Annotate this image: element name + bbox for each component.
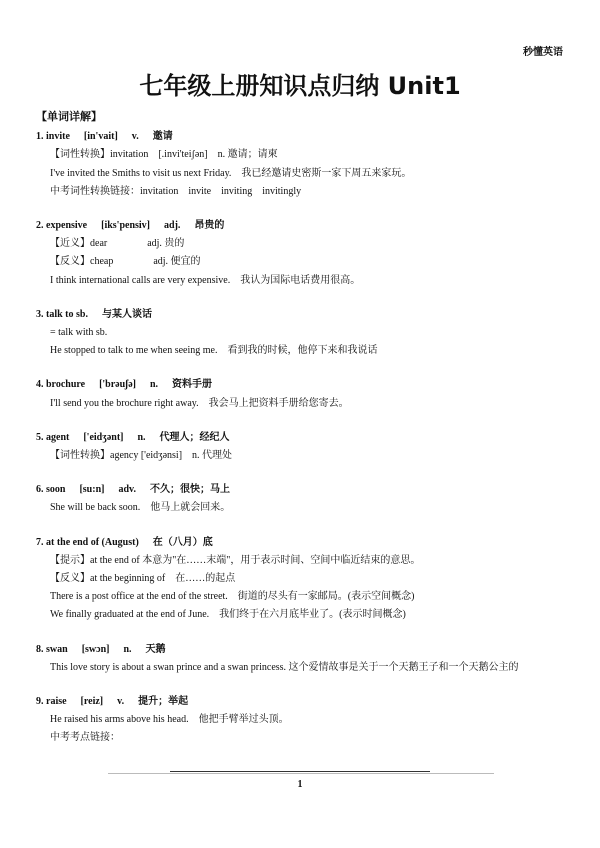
entry-heading-part: 代理人；经纪人 <box>159 431 230 443</box>
entry-heading-part: [reiz] <box>80 696 104 708</box>
entry-heading-part: 5. agent <box>36 431 70 443</box>
entry-heading <box>36 534 566 552</box>
vocab-entry <box>36 128 566 201</box>
entry-line: We finally graduated at the end of June. 我们终于在六月底毕业了。(表示时间概念) <box>50 609 406 621</box>
document-body <box>36 108 566 764</box>
entry-line: This love story is about a swan prince and a swan princess. 这个爱情故事是关于一个天鹅王子和一个天鹅公主的 <box>50 661 519 673</box>
entry-heading-part: adj. <box>164 220 181 232</box>
entry-line: = talk with sb. <box>50 327 108 339</box>
entry-heading-part: 8. swan <box>36 643 68 655</box>
entry-heading-part: 资料手册 <box>172 379 213 391</box>
vocab-entry <box>36 306 566 361</box>
entry-line: 【词性转换】invitation [.invi'teiʃən] n. 邀请；请柬 <box>50 149 278 161</box>
entry-line: 中考考点链接： <box>50 732 120 744</box>
entry-heading-part: 6. soon <box>36 484 66 496</box>
entry-heading-part: 7. at the end of (August) <box>36 536 139 548</box>
entry-heading <box>36 306 566 324</box>
entry-heading-part: 提升；举起 <box>138 696 189 708</box>
entry-line: He stopped to talk to me when seeing me. 看到我的时候，他停下来和我说话 <box>50 345 378 357</box>
vocab-entry <box>36 534 566 625</box>
entry-heading-part: [su:n] <box>79 484 105 496</box>
entry-heading-part: ['brəuʃə] <box>99 379 136 391</box>
entry-heading-part: 邀请 <box>152 131 173 143</box>
entry-line: I've invited the Smiths to visit us next Friday. 我已经邀请史密斯一家下周五来家玩。 <box>50 167 412 179</box>
header-label: 秒懂英语 <box>523 47 563 58</box>
entry-line: 【反义】at the beginning of 在……的起点 <box>50 573 236 585</box>
entry-heading-part: v. <box>131 131 139 143</box>
vocab-entry <box>36 429 566 465</box>
entry-heading <box>36 693 566 711</box>
entry-heading-part: 在（八月）底 <box>152 536 213 548</box>
entry-heading-part: 3. talk to sb. <box>36 308 88 320</box>
entry-heading <box>36 641 566 659</box>
vocab-entry <box>36 217 566 290</box>
footer-divider <box>108 773 494 774</box>
vocab-entry <box>36 481 566 517</box>
entry-heading <box>36 128 566 146</box>
entry-line: I'll send you the brochure right away. 我会马上把资料手册给您寄去。 <box>50 397 349 409</box>
footer-divider-dark <box>170 771 430 772</box>
entry-heading-part: n. <box>149 379 159 391</box>
entry-heading-part: 4. brochure <box>36 379 86 391</box>
vocab-entry <box>36 693 566 748</box>
entry-line: 中考词性转换链接：invitation invite inviting invitingly <box>50 185 302 197</box>
entry-heading-part: 与某人谈话 <box>101 308 152 320</box>
vocab-entry <box>36 376 566 412</box>
entry-line: I think international calls are very expensive. 我认为国际电话费用很高。 <box>50 274 361 286</box>
entry-heading-part: 不久；很快；马上 <box>149 484 230 496</box>
entry-heading-part: [iks'pensiv] <box>101 220 151 232</box>
entry-heading-part: 2. expensive <box>36 220 88 232</box>
entry-heading-part: adv. <box>118 484 136 496</box>
entry-line: 【词性转换】agency ['eidʒənsi] n. 代理处 <box>50 450 233 462</box>
entry-heading-part: 1. invite <box>36 131 70 143</box>
entry-line: 【提示】at the end of 本意为"在……末端"，用于表示时间、空间中临近结束的意思。 <box>50 554 421 566</box>
entry-heading <box>36 481 566 499</box>
section-title: 【单词详解】 <box>36 111 102 123</box>
entry-line: 【近义】dear adj. 贵的 <box>50 238 185 250</box>
entry-line: She will be back soon. 他马上就会回来。 <box>50 502 231 514</box>
entry-heading-part: 9. raise <box>36 696 67 708</box>
entry-heading-part: ['eidʒənt] <box>83 431 124 443</box>
entry-list <box>36 128 566 747</box>
entry-heading-part: n. <box>137 431 146 443</box>
page-title: 七年级上册知识点归纳 Unit1 <box>139 72 461 100</box>
entry-heading-part: 天鹅 <box>145 643 166 655</box>
entry-heading <box>36 429 566 447</box>
entry-line: He raised his arms above his head. 他把手臂举过头顶。 <box>50 714 289 726</box>
page-number: 1 <box>297 779 303 790</box>
entry-heading <box>36 217 566 235</box>
entry-heading-part: v. <box>117 696 125 708</box>
entry-heading <box>36 376 566 394</box>
entry-heading-part: 昂贵的 <box>194 220 225 232</box>
entry-heading-part: [in'vait] <box>83 131 118 143</box>
entry-heading-part: n. <box>123 643 132 655</box>
entry-line: 【反义】cheap adj. 便宜的 <box>50 256 201 268</box>
vocab-entry <box>36 641 566 677</box>
entry-heading-part: [swɔn] <box>81 643 110 655</box>
entry-line: There is a post office at the end of the street. 街道的尽头有一家邮局。(表示空间概念) <box>50 591 415 603</box>
